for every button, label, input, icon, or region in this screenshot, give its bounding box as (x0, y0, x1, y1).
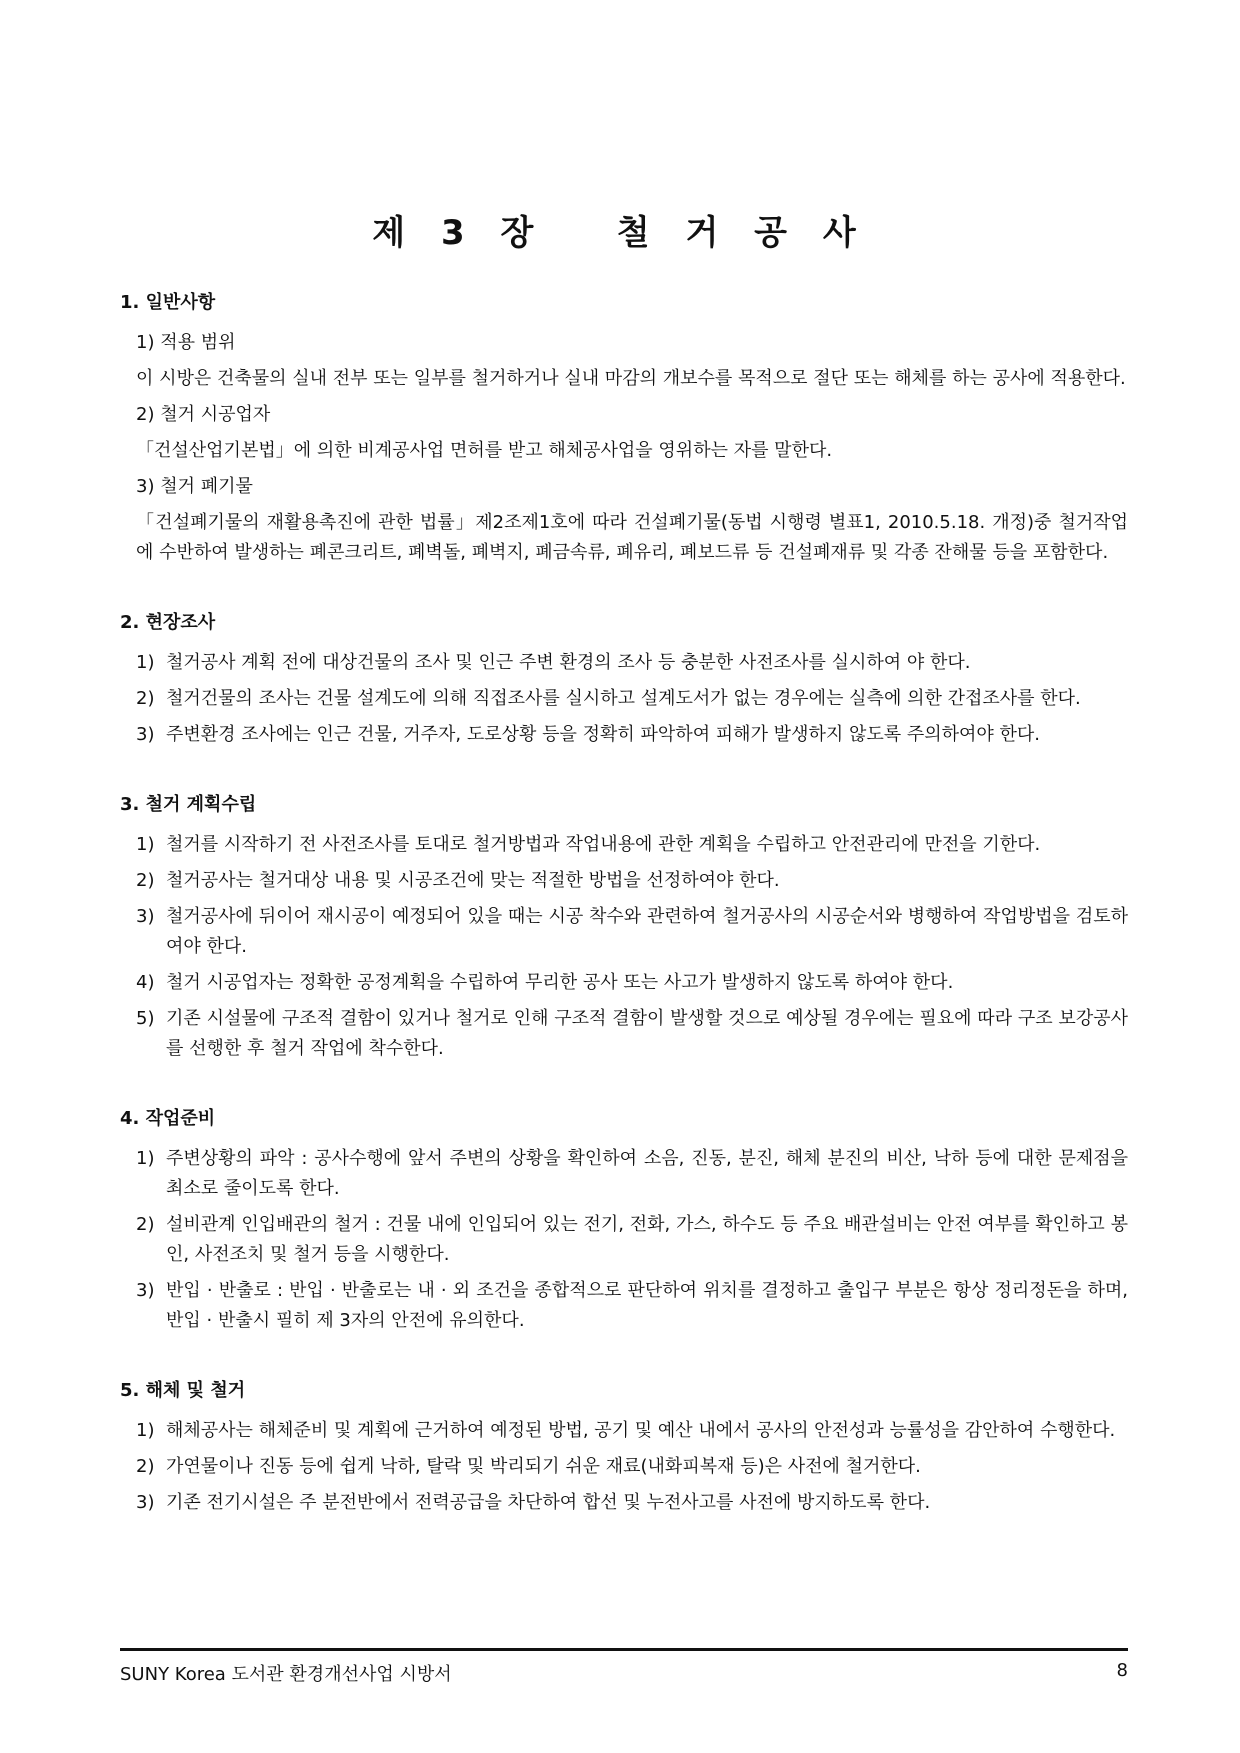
list-item (136, 1210, 1128, 1270)
list-item (136, 648, 1128, 678)
section-heading: 1. 일반사항 (120, 292, 216, 313)
section-general (120, 288, 1128, 568)
section-heading: 4. 작업준비 (120, 1108, 216, 1129)
item-text: 주변상황의 파악 : 공사수행에 앞서 주변의 상황을 확인하여 소음, 진동, 분진, 해체 분진의 비산, 낙하 등에 대한 문제점을 최소로 줄이도록 한다. (166, 1148, 1128, 1199)
item-number: 3) (136, 1492, 155, 1513)
list-item (136, 684, 1128, 714)
list-item (136, 1452, 1128, 1482)
item-number: 3) (136, 906, 155, 927)
list-item (136, 968, 1128, 998)
section-heading: 3. 철거 계획수립 (120, 794, 257, 815)
item-text: 철거공사는 철거대상 내용 및 시공조건에 맞는 적절한 방법을 선정하여야 한다. (166, 870, 780, 891)
item-text: 기존 전기시설은 주 분전반에서 전력공급을 차단하여 합선 및 누전사고를 사전에 방지하도록 한다. (166, 1492, 931, 1513)
paragraph: 이 시방은 건축물의 실내 전부 또는 일부를 철거하거나 실내 마감의 개보수를 목적으로 절단 또는 해체를 하는 공사에 적용한다. (136, 368, 1126, 389)
item-text: 주변환경 조사에는 인근 건물, 거주자, 도로상황 등을 정확히 파악하여 피해가 발생하지 않도록 주의하여야 한다. (166, 724, 1041, 745)
item-text: 철거공사 계획 전에 대상건물의 조사 및 인근 주변 환경의 조사 등 충분한 사전조사를 실시하여 야 한다. (166, 652, 971, 673)
list-item (136, 720, 1128, 750)
page-number: 8 (1116, 1660, 1128, 1681)
section-work-preparation (120, 1104, 1128, 1336)
list-item (136, 1144, 1128, 1204)
item-text: 가연물이나 진동 등에 쉽게 낙하, 탈락 및 박리되기 쉬운 재료(내화피복재 등)은 사전에 철거한다. (166, 1456, 921, 1477)
item-number: 5) (136, 1008, 155, 1029)
item-text: 철거공사에 뒤이어 재시공이 예정되어 있을 때는 시공 착수와 관련하여 철거공사의 시공순서와 병행하여 작업방법을 검토하여야 한다. (166, 906, 1128, 957)
item-text: 반입 · 반출로 : 반입 · 반출로는 내 · 외 조건을 종합적으로 판단하여 위치를 결정하고 출입구 부분은 항상 정리정돈을 하며, 반입 · 반출시 필히 제 3자의 안전에 유의한다. (166, 1280, 1128, 1331)
footer-document-title: SUNY Korea 도서관 환경개선사업 시방서 (120, 1664, 452, 1685)
section-site-survey (120, 608, 1128, 750)
item-text: 해체공사는 해체준비 및 계획에 근거하여 예정된 방법, 공기 및 예산 내에서 공사의 안전성과 능률성을 감안하여 수행한다. (166, 1420, 1116, 1441)
item-text: 철거를 시작하기 전 사전조사를 토대로 철거방법과 작업내용에 관한 계획을 수립하고 안전관리에 만전을 기한다. (166, 834, 1041, 855)
document-body (120, 288, 1128, 1558)
list-item (136, 902, 1128, 962)
item-number: 2) (136, 1456, 155, 1477)
item-number: 2) (136, 870, 155, 891)
list-item (136, 1276, 1128, 1336)
paragraph: 「건설폐기물의 재활용촉진에 관한 법률」제2조제1호에 따라 건설폐기물(동법 시행령 별표1, 2010.5.18. 개정)중 철거작업에 수반하여 발생하는 폐콘크리트, 폐벽돌, 폐벽지, 폐금속류, 폐유리, 폐보드류 등 건설폐재류 및 각종 잔해물 등을 포함한다. (136, 512, 1128, 563)
sub-heading: 2) 철거 시공업자 (136, 404, 271, 425)
item-number: 1) (136, 834, 155, 855)
item-text: 철거 시공업자는 정확한 공정계획을 수립하여 무리한 공사 또는 사고가 발생하지 않도록 하여야 한다. (166, 972, 954, 993)
list-item (136, 830, 1128, 860)
sub-heading: 1) 적용 범위 (136, 332, 236, 353)
list-item (136, 1004, 1128, 1064)
section-demolition-planning (120, 790, 1128, 1064)
item-number: 1) (136, 1148, 155, 1169)
section-dismantling (120, 1376, 1128, 1518)
item-text: 설비관계 인입배관의 철거 : 건물 내에 인입되어 있는 전기, 전화, 가스, 하수도 등 주요 배관설비는 안전 여부를 확인하고 봉인, 사전조치 및 철거 등을 시행한다. (166, 1214, 1128, 1265)
item-number: 2) (136, 688, 155, 709)
footer-divider (120, 1648, 1128, 1651)
item-number: 1) (136, 652, 155, 673)
item-text: 철거건물의 조사는 건물 설계도에 의해 직접조사를 실시하고 설계도서가 없는 경우에는 실측에 의한 간접조사를 한다. (166, 688, 1081, 709)
item-number: 2) (136, 1214, 155, 1235)
chapter-title: 제 3 장 철 거 공 사 (372, 213, 868, 253)
section-heading: 5. 해체 및 철거 (120, 1380, 246, 1401)
item-number: 1) (136, 1420, 155, 1441)
sub-heading: 3) 철거 폐기물 (136, 476, 253, 497)
list-item (136, 866, 1128, 896)
item-text: 기존 시설물에 구조적 결함이 있거나 철거로 인해 구조적 결함이 발생할 것으로 예상될 경우에는 필요에 따라 구조 보강공사를 선행한 후 철거 작업에 착수한다. (166, 1008, 1128, 1059)
section-heading: 2. 현장조사 (120, 612, 216, 633)
list-item (136, 1488, 1128, 1518)
item-number: 3) (136, 1280, 155, 1301)
list-item (136, 1416, 1128, 1446)
paragraph: 「건설산업기본법」에 의한 비계공사업 면허를 받고 해체공사업을 영위하는 자를 말한다. (136, 440, 833, 461)
item-number: 4) (136, 972, 155, 993)
item-number: 3) (136, 724, 155, 745)
